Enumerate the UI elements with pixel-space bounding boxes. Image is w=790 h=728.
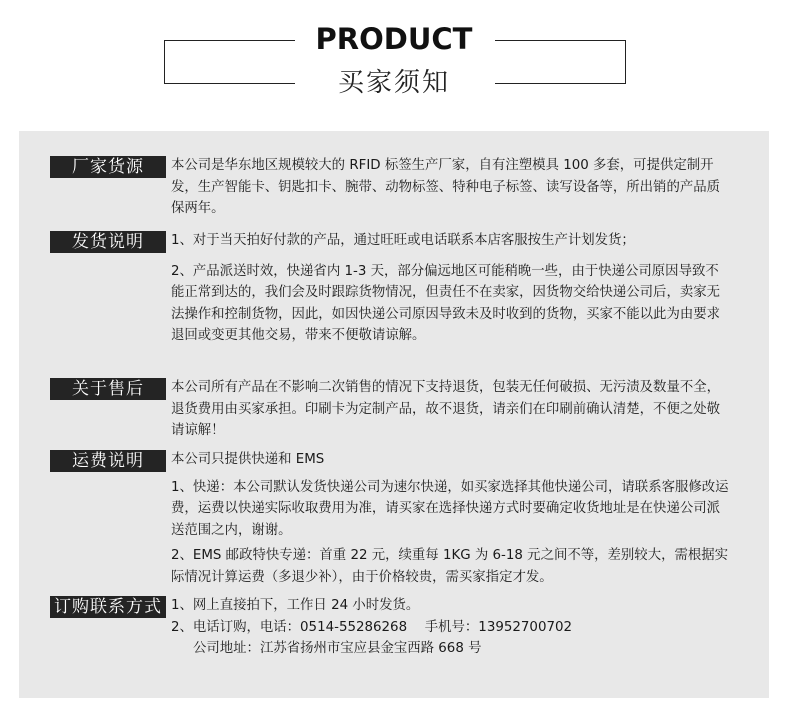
section-paragraph: 本公司是华东地区规模较大的 RFID 标签生产厂家，自有注塑模具 100 多套，可提供定制开发，生产智能卡、钥匙扣卡、腕带、动物标签、特种电子标签、读写设备等，所出销的产品质保两年。 (171, 158, 721, 216)
section-content (171, 449, 731, 588)
page-header (0, 0, 790, 110)
section-label: 运费说明 (50, 450, 166, 472)
title-english: PRODUCT (315, 22, 473, 56)
section-paragraph: 2、产品派送时效，快递省内 1-3 天，部分偏远地区可能稍晚一些，由于快递公司原因导致不能正常到达的，我们会及时跟踪货物情况，但责任不在卖家，因货物交给快递公司后，卖家无法操作和控制货物，因此，如因快递公司原因导致未及时收到的货物，买家不能以此为由要求退回或变更其他交易，带来不便敬请谅解。 (171, 263, 721, 343)
section-paragraph: 1、快递：本公司默认发货快递公司为速尔快递，如买家选择其他快递公司，请联系客服修改运费，运费以快递实际收取费用为准，请买家在选择快递方式时要确定收货地址是在快递公司派送范围之内，谢谢。 (171, 479, 729, 538)
notice-panel (19, 131, 769, 698)
section-label: 发货说明 (50, 231, 166, 253)
title-frame-left (164, 40, 295, 84)
title-frame-right (495, 40, 626, 84)
section-content (171, 595, 731, 660)
section-paragraph: 1、对于当天拍好付款的产品，通过旺旺或电话联系本店客服按生产计划发货； (171, 233, 635, 248)
section-label: 厂家货源 (50, 156, 166, 178)
section-paragraph: 本公司所有产品在不影响二次销售的情况下支持退货，包装无任何破损、无污渍及数量不全，退货费用由买家承担。印刷卡为定制产品，故不退货，请亲们在印刷前确认清楚，不便之处敬请谅解！ (171, 380, 721, 438)
section-content (171, 377, 731, 442)
section-paragraph: 本公司只提供快递和 EMS (171, 452, 325, 467)
contact-line-address: 公司地址：江苏省扬州市宝应县金宝西路 668 号 (193, 641, 482, 656)
section-label: 关于售后 (50, 378, 166, 400)
contact-line: 1、网上直接拍下，工作日 24 小时发货。 (171, 598, 420, 613)
section-paragraph: 2、EMS 邮政特快专递：首重 22 元，续重每 1KG 为 6-18 元之间不等，差别较大，需根据实际情况计算运费（多退少补），由于价格较贵，需买家指定才发。 (171, 548, 729, 585)
section-content (171, 230, 731, 347)
section-content (171, 155, 731, 220)
contact-line-phone: 2、电话订购，电话：0514-55286268 手机号：13952700702 (171, 619, 573, 635)
section-label: 订购联系方式 (50, 596, 166, 618)
title-chinese: 买家须知 (337, 68, 450, 98)
